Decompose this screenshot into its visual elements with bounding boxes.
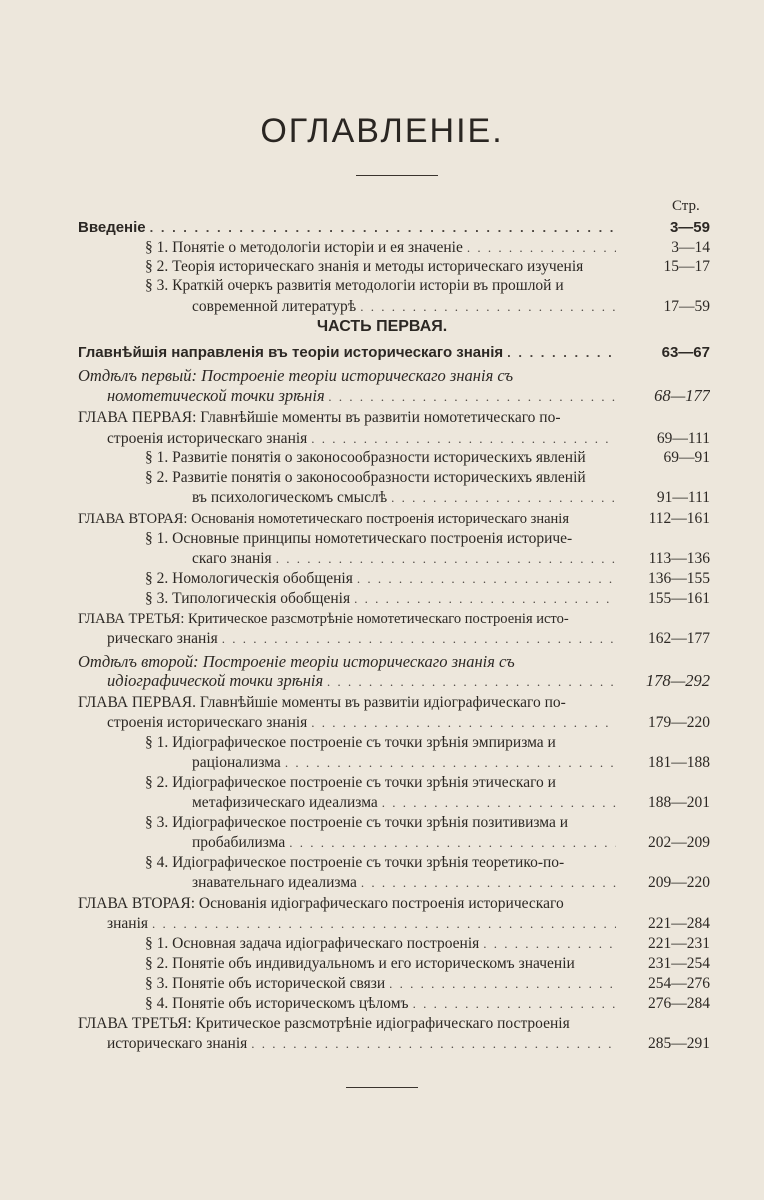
closing-rule (346, 1087, 418, 1088)
toc-entry: § 1. Понятіе о методологіи исторіи и ея значеніе . . . 3—14 (145, 237, 710, 259)
toc-section-heading: номотетической точки зрѣнія . . . 68—177 (107, 385, 710, 407)
toc-entry: § 3. Понятіе объ исторической связи . . . 254—276 (145, 973, 710, 995)
toc-entry: пробабилизма . . . 202—209 (192, 832, 710, 854)
toc-entry: Главнѣйшія направленія въ теоріи историческаго знанія . . . 63—67 (78, 342, 710, 364)
toc-entry: въ психологическомъ смыслѣ . . . 91—111 (192, 487, 710, 509)
page-column-header: Стр. (672, 198, 700, 214)
toc-entry: § 2. Понятіе объ индивидуальномъ и его историческомъ значеніи 231—254 (145, 955, 710, 972)
part-one-heading: ЧАСТЬ ПЕРВАЯ. (316, 318, 448, 335)
toc-section-heading: идіографической точки зрѣнія . . . 178—292 (107, 670, 710, 692)
toc-entry: современной литературѣ . . . 17—59 (192, 296, 710, 318)
toc-entry: § 1. Основные принципы номотетическаго построенія историче- (145, 530, 573, 547)
toc-entry: § 4. Понятіе объ историческомъ цѣломъ . . . 276—284 (145, 993, 710, 1015)
toc-entry: § 3. Краткій очеркъ развитія методологіи исторіи въ прошлой и (145, 277, 564, 294)
toc-entry: раціонализма . . . 181—188 (192, 752, 710, 774)
toc-entry: ГЛАВА ПЕРВАЯ. Главнѣйшіе моменты въ развитіи идіографическаго по- (78, 694, 566, 711)
toc-entry: § 2. Идіографическое построеніе съ точки зрѣнія этическаго и (145, 774, 556, 791)
toc-entry: историческаго знанія . . . 285—291 (107, 1033, 710, 1055)
toc-entry: § 2. Теорія историческаго знанія и методы историческаго изученія 15—17 (145, 258, 710, 275)
page-title: ОГЛАВЛЕНІЕ. (260, 112, 504, 150)
toc-entry: § 1. Основная задача идіографическаго построенія . . . 221—231 (145, 933, 710, 955)
toc-section-heading: Отдѣлъ первый: Построеніе теоріи историческаго знанія съ (78, 366, 514, 385)
toc-entry: скаго знанія . . . 113—136 (192, 548, 710, 570)
toc-entry: ГЛАВА ТРЕТЬЯ: Критическое разсмотрѣніе номотетическаго построенія исто- (78, 611, 569, 627)
toc-entry-introduction: Введеніе . . . 3—59 (78, 217, 710, 239)
toc-entry: знавательнаго идеализма . . . 209—220 (192, 872, 710, 894)
toc-entry: § 3. Идіографическое построеніе съ точки зрѣнія позитивизма и (145, 814, 569, 831)
title-underline (356, 175, 438, 176)
toc-entry: ГЛАВА ВТОРАЯ: Основанія номотетическаго построенія историческаго знанія 112—161 (78, 510, 710, 527)
toc-entry: знанія . . . 221—284 (107, 913, 710, 935)
toc-entry: § 3. Типологическія обобщенія . . . 155—161 (145, 588, 710, 610)
toc-entry: § 2. Развитіе понятія о законосообразности историческихъ явленій (145, 469, 586, 486)
toc-entry: ГЛАВА ВТОРАЯ: Основанія идіографическаго построенія историческаго (78, 895, 564, 912)
toc-entry: строенія историческаго знанія . . . 69—111 (107, 428, 710, 450)
toc-entry: § 4. Идіографическое построеніе съ точки зрѣнія теоретико-по- (145, 854, 565, 871)
toc-entry: § 1. Развитіе понятія о законосообразности историческихъ явленій 69—91 (145, 449, 710, 466)
toc-entry: § 2. Номологическія обобщенія . . . 136—155 (145, 568, 710, 590)
toc-entry: метафизическаго идеализма . . . 188—201 (192, 792, 710, 814)
toc-entry: строенія историческаго знанія . . . 179—220 (107, 712, 710, 734)
toc-entry: § 1. Идіографическое построеніе съ точки зрѣнія эмпиризма и (145, 734, 556, 751)
toc-entry: рическаго знанія . . . 162—177 (107, 628, 710, 650)
toc-entry: ГЛАВА ТРЕТЬЯ: Критическое разсмотрѣніе идіографическаго построенія (78, 1015, 570, 1032)
toc-entry: ГЛАВА ПЕРВАЯ: Главнѣйшіе моменты въ развитіи номотетическаго по- (78, 409, 561, 426)
toc-section-heading: Отдѣлъ второй: Построеніе теоріи историческаго знанія съ (78, 652, 515, 671)
